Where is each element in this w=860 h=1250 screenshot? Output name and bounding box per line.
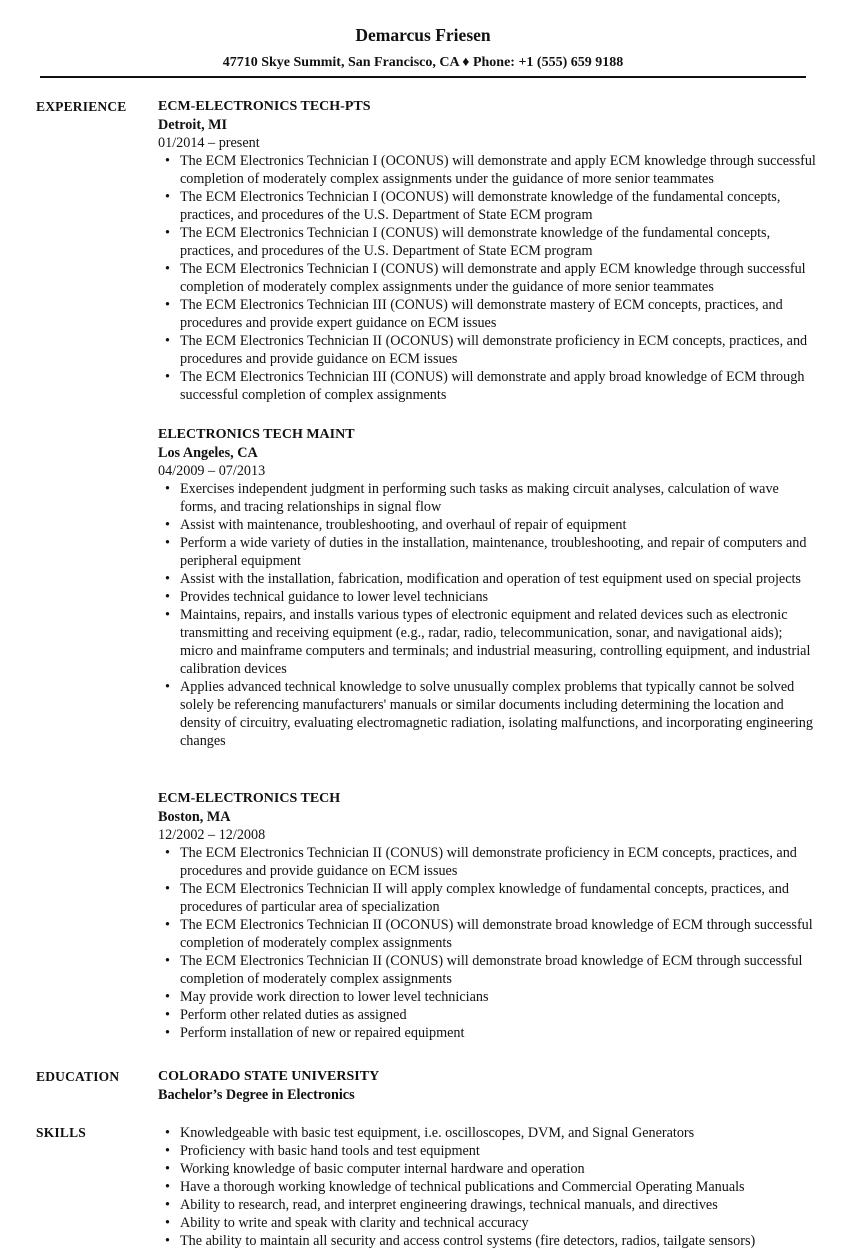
- bullet-item: • Perform other related duties as assigned: [158, 1006, 818, 1024]
- job-location: Detroit, MI: [158, 117, 228, 133]
- skill-item: • Proficiency with basic hand tools and test equipment: [158, 1142, 818, 1160]
- bullet-item: • The ECM Electronics Technician II (OCONUS) will demonstrate proficiency in ECM concepts, practices, and procedures and provide guidance on ECM issues: [158, 332, 818, 368]
- job-title: ECM-ELECTRONICS TECH: [158, 791, 341, 806]
- bullet-item: • Perform installation of new or repaired equipment: [158, 1024, 818, 1042]
- job-entry: [158, 426, 818, 750]
- school-name: COLORADO STATE UNIVERSITY: [158, 1069, 380, 1084]
- job-dates: 04/2009 – 07/2013: [158, 463, 266, 479]
- skill-item: • Knowledgeable with basic test equipment, i.e. oscilloscopes, DVM, and Signal Generators: [158, 1124, 818, 1142]
- section-label-skills: SKILLS: [36, 1125, 86, 1140]
- bullet-item: • The ECM Electronics Technician II (OCONUS) will demonstrate broad knowledge of ECM through successful completion of moderately complex assignments: [158, 916, 818, 952]
- contact-line: 47710 Skye Summit, San Francisco, CA ♦ Phone: +1 (555) 659 9188: [222, 55, 624, 70]
- bullet-item: • The ECM Electronics Technician I (OCONUS) will demonstrate and apply ECM knowledge through successful completion of moderately complex assignments under the guidance of more senior teammates: [158, 152, 818, 188]
- bullet-item: • The ECM Electronics Technician III (CONUS) will demonstrate mastery of ECM concepts, practices, and procedures and provide expert guidance on ECM issues: [158, 296, 818, 332]
- job-location: Los Angeles, CA: [158, 445, 258, 461]
- skill-item: • The ability to maintain all security and access control systems (fire detectors, radios, tailgate sensors): [158, 1232, 818, 1250]
- bullet-item: • May provide work direction to lower level technicians: [158, 988, 818, 1006]
- candidate-name: Demarcus Friesen: [355, 25, 491, 45]
- bullet-item: • The ECM Electronics Technician II (CONUS) will demonstrate broad knowledge of ECM through successful completion of moderately complex assignments: [158, 952, 818, 988]
- bullet-item: • Perform a wide variety of duties in the installation, maintenance, troubleshooting, and repair of computers and peripheral equipment: [158, 534, 818, 570]
- skills-list: [158, 1124, 818, 1250]
- job-entry: [158, 98, 818, 404]
- job-entry: [158, 790, 818, 1042]
- bullet-item: • Maintains, repairs, and installs various types of electronic equipment and related devices such as electronic transmitting and receiving equipment (e.g., radar, radio, telecommunication, sonar, and navigational aids); micro and mainframe computers and terminals; and industrial measuring, controlling equipment, and industrial calibration devices: [158, 606, 818, 678]
- job-dates: 12/2002 – 12/2008: [158, 827, 266, 843]
- job-title: ELECTRONICS TECH MAINT: [158, 427, 355, 442]
- section-label-experience: EXPERIENCE: [36, 99, 127, 114]
- bullet-item: • The ECM Electronics Technician I (CONUS) will demonstrate knowledge of the fundamental concepts, practices, and procedures of the U.S. Department of State ECM program: [158, 224, 818, 260]
- bullet-item: • Provides technical guidance to lower level technicians: [158, 588, 818, 606]
- bullet-item: • Exercises independent judgment in performing such tasks as making circuit analyses, calculation of wave forms, and tracing relationships in signal flow: [158, 480, 818, 516]
- skill-item: • Working knowledge of basic computer internal hardware and operation: [158, 1160, 818, 1178]
- skill-item: • Have a thorough working knowledge of technical publications and Commercial Operating Manuals: [158, 1178, 818, 1196]
- bullet-item: • The ECM Electronics Technician I (OCONUS) will demonstrate knowledge of the fundamental concepts, practices, and procedures of the U.S. Department of State ECM program: [158, 188, 818, 224]
- job-bullets: [158, 480, 818, 750]
- job-bullets: [158, 844, 818, 1042]
- bullet-item: • The ECM Electronics Technician III (CONUS) will demonstrate and apply broad knowledge of ECM through successful completion of complex assignments: [158, 368, 818, 404]
- resume-header: [0, 24, 846, 72]
- bullet-item: • The ECM Electronics Technician II will apply complex knowledge of fundamental concepts, practices, and procedures of particular area of specialization: [158, 880, 818, 916]
- bullet-item: • The ECM Electronics Technician I (CONUS) will demonstrate and apply ECM knowledge through successful completion of moderately complex assignments under the guidance of more senior teammates: [158, 260, 818, 296]
- bullet-item: • Assist with the installation, fabrication, modification and operation of test equipment used on special projects: [158, 570, 818, 588]
- job-dates: 01/2014 – present: [158, 135, 260, 151]
- job-bullets: [158, 152, 818, 404]
- degree: Bachelor’s Degree in Electronics: [158, 1087, 355, 1103]
- bullet-item: • Assist with maintenance, troubleshooting, and overhaul of repair of equipment: [158, 516, 818, 534]
- bullet-item: • Applies advanced technical knowledge to solve unusually complex problems that typically cannot be solved solely be referencing manufacturers' manuals or similar documents including determining the location and density of circuitry, evaluating electromagnetic radiation, isolating malfunctions, and incorporating engineering changes: [158, 678, 818, 750]
- job-title: ECM-ELECTRONICS TECH-PTS: [158, 99, 371, 114]
- section-label-education: EDUCATION: [36, 1069, 120, 1084]
- header-divider: [40, 76, 806, 78]
- job-location: Boston, MA: [158, 809, 231, 825]
- bullet-item: • The ECM Electronics Technician II (CONUS) will demonstrate proficiency in ECM concepts, practices, and procedures and provide guidance on ECM issues: [158, 844, 818, 880]
- skill-item: • Ability to write and speak with clarity and technical accuracy: [158, 1214, 818, 1232]
- skill-item: • Ability to research, read, and interpret engineering drawings, technical manuals, and directives: [158, 1196, 818, 1214]
